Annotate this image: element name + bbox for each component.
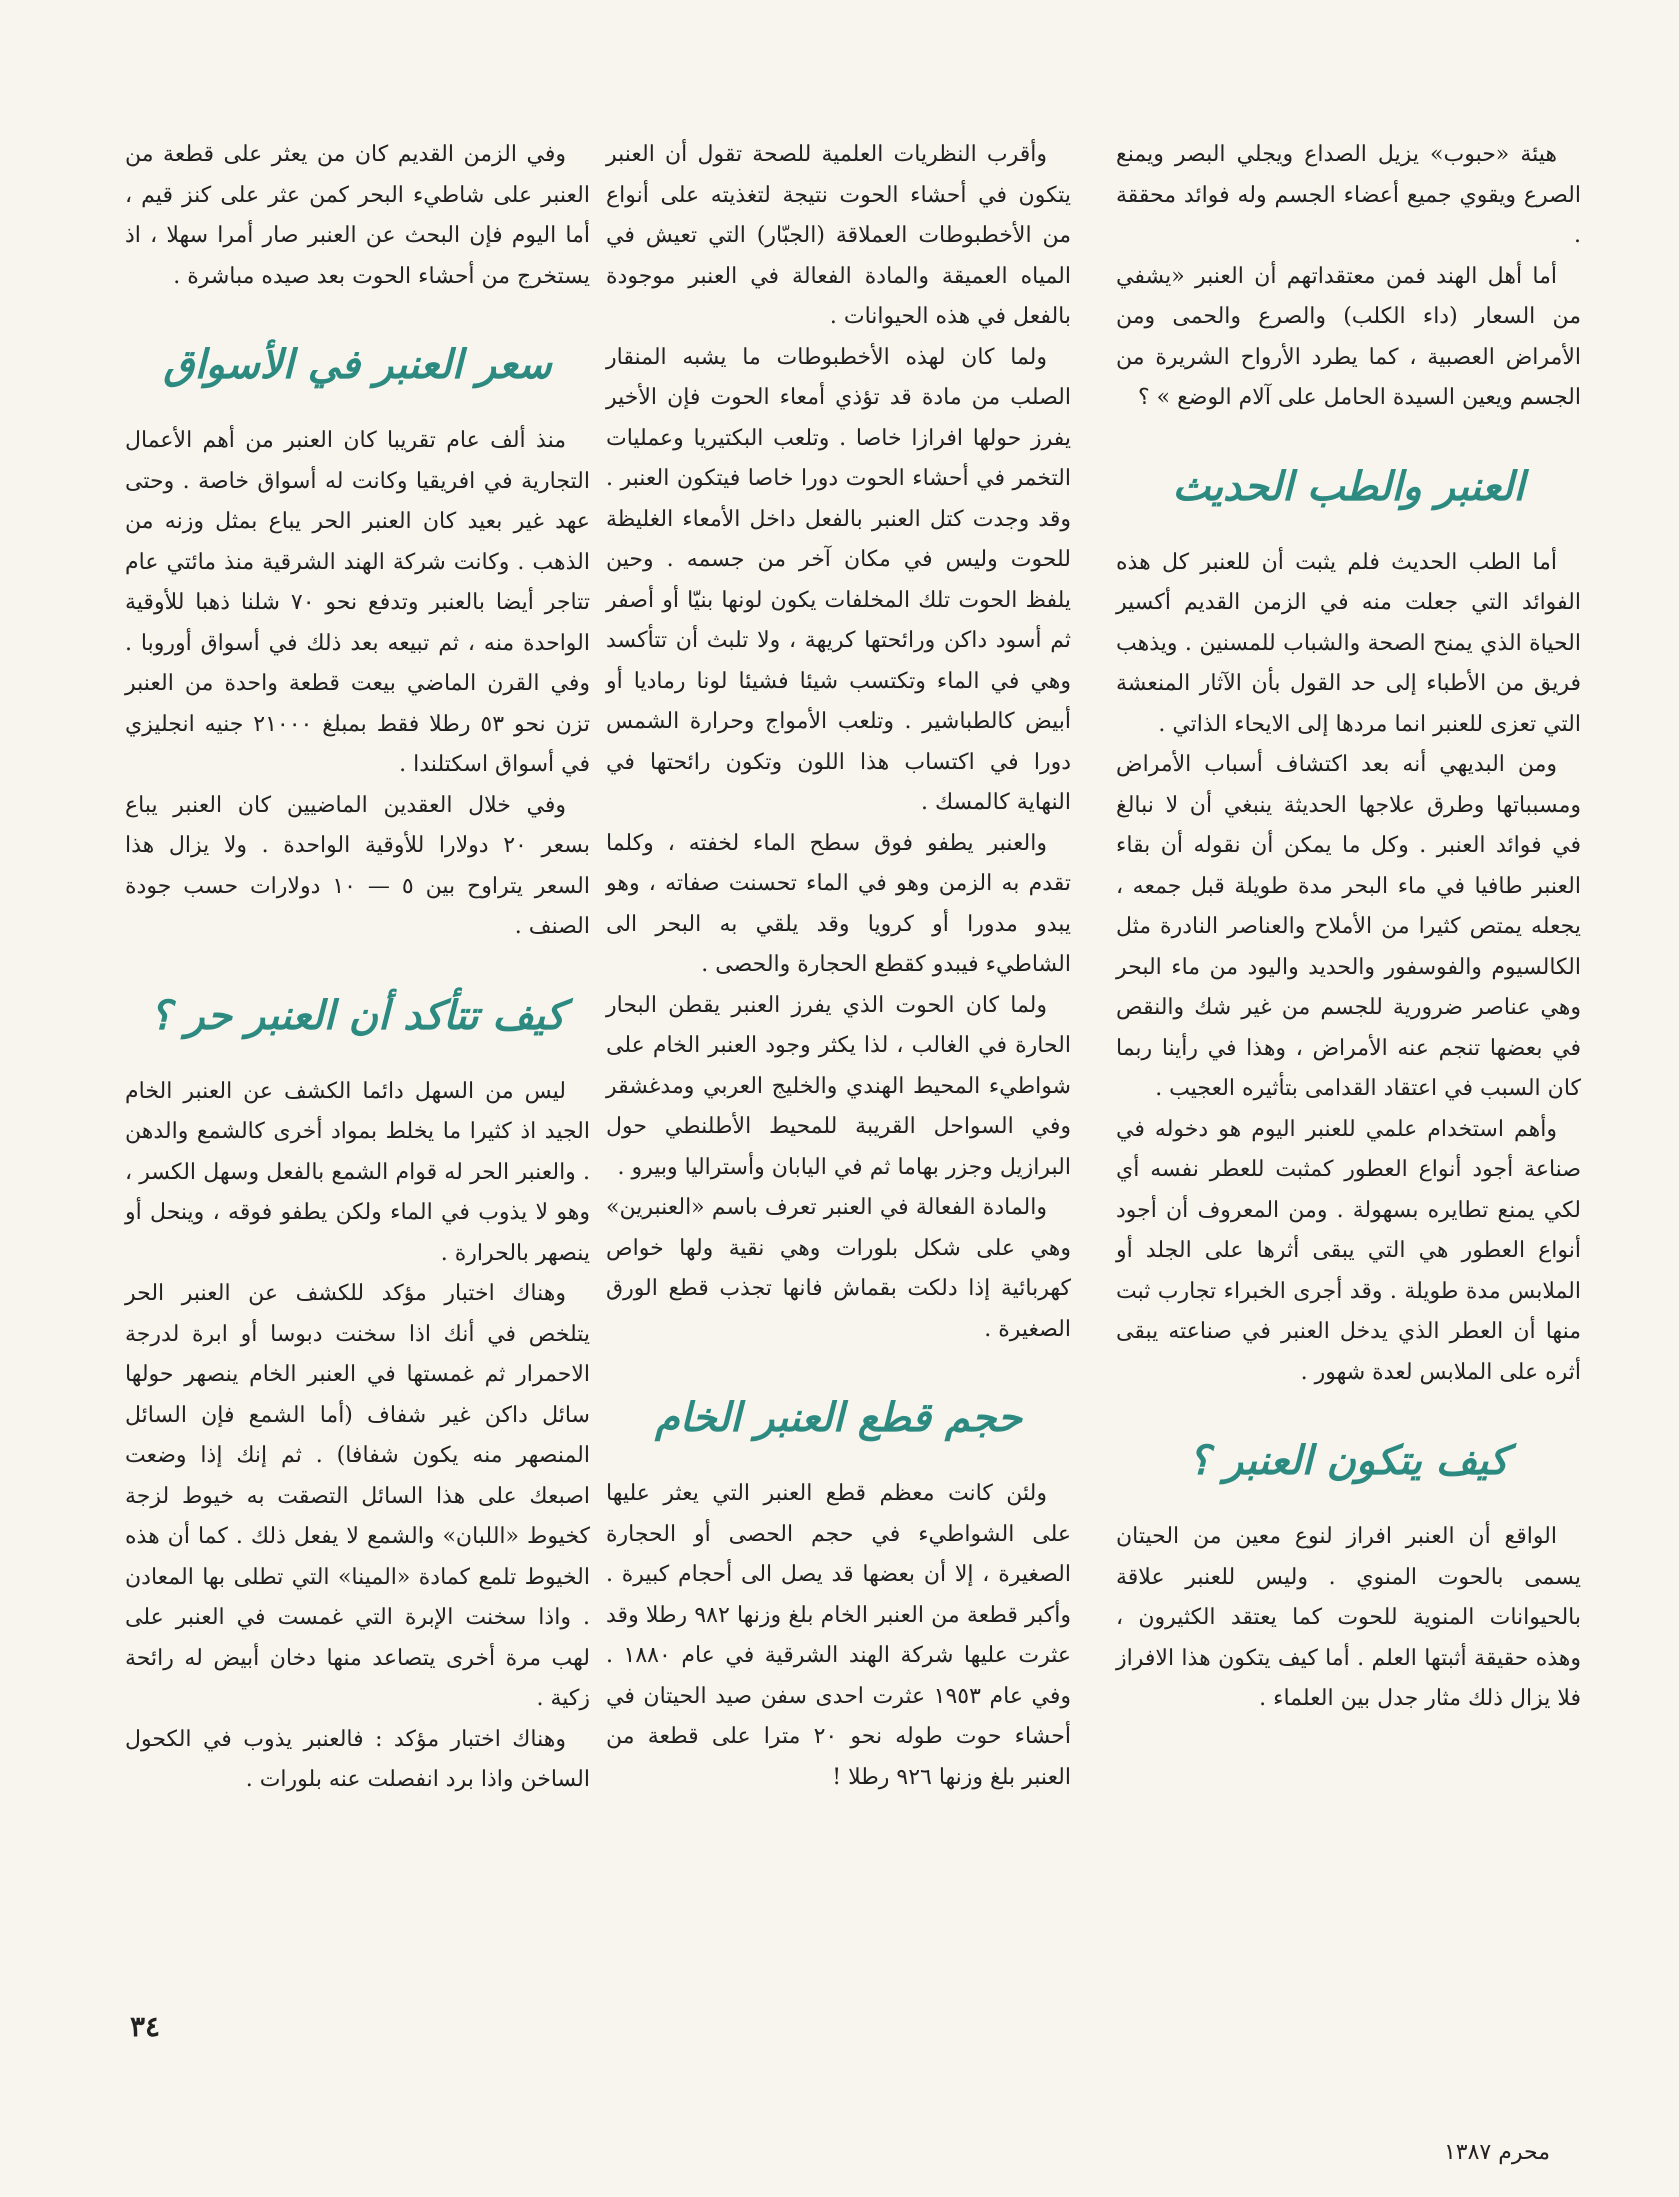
paragraph: والعنبر يطفو فوق سطح الماء لخفته ، وكلما تقدم به الزمن وهو في الماء تحسنت صفاته ، وهو يبدو مدورا أو كرويا وقد يلقي به البحر الى الشاطيء فيبدو كقطع الحجارة والحصى . <box>606 830 1071 977</box>
paragraph: وهناك اختبار مؤكد للكشف عن العنبر الحر يتلخص في أنك اذا سخنت دبوسا أو ابرة لدرجة الاحمرار ثم غمستها في العنبر الخام ينصهر حولها سائل داكن غير شفاف (أما الشمع فإن السائل المنصهر منه يكون شفافا) . ثم إنك إذا وضعت اصبعك على هذا السائل التصقت به خيوط لزجة كخيوط «اللبان» والشمع لا يفعل ذلك . كما أن هذه الخيوط تلمع كمادة «المينا» التي تطلى بها المعادن . واذا سخنت الإبرة التي غمست في العنبر على لهب مرة أخرى يتصاعد منها دخان أبيض له رائحة زكية . <box>125 1281 590 1711</box>
paragraph: أما الطب الحديث فلم يثبت أن للعنبر كل هذه الفوائد التي جعلت منه في الزمن القديم أكسير الحياة الذي يمنح الصحة والشباب للمسنين . ويذهب فريق من الأطباء إلى حد القول بأن الآثار المنعشة التي تعزى للعنبر انما مردها إلى الايحاء الذاتي . <box>1116 549 1581 737</box>
section-heading: سعر العنبر في الأسواق <box>163 342 552 388</box>
paragraph: وفي الزمن القديم كان من يعثر على قطعة من العنبر على شاطيء البحر كمن عثر على كنز قيم ، أما اليوم فإن البحث عن العنبر صار أمرا سهلا ، اذ يستخرج من أحشاء الحوت بعد صيده مباشرة . <box>125 142 590 289</box>
issue-date-footer: محرم ١٣٨٧ <box>1443 2140 1550 2165</box>
paragraph: هيئة «حبوب» يزيل الصداع ويجلي البصر ويمنع الصرع ويقوي جميع أعضاء الجسم وله فوائد محققة . <box>1116 142 1581 248</box>
middle-column <box>606 135 1071 1798</box>
paragraph: ليس من السهل دائما الكشف عن العنبر الخام الجيد اذ كثيرا ما يخلط بمواد أخرى كالشمع والدهن . والعنبر الحر له قوام الشمع بالفعل وسهل الكسر ، وهو لا يذوب في الماء ولكن يطفو فوقه ، وينحل أو ينصهر بالحرارة . <box>125 1078 590 1266</box>
paragraph: وفي خلال العقدين الماضيين كان العنبر يباع بسعر ٢٠ دولارا للأوقية الواحدة . ولا يزال هذا السعر يتراوح بين ٥ — ١٠ دولارات حسب جودة الصنف . <box>125 792 590 939</box>
left-column <box>125 135 590 1801</box>
paragraph: وأقرب النظريات العلمية للصحة تقول أن العنبر يتكون في أحشاء الحوت نتيجة لتغذيته على أنواع من الأخطبوطات العملاقة (الجبّار) التي تعيش في المياه العميقة والمادة الفعالة في العنبر موجودة بالفعل في هذه الحيوانات . <box>606 142 1071 329</box>
paragraph: وهناك اختبار مؤكد : فالعنبر يذوب في الكحول الساخن واذا برد انفصلت عنه بلورات . <box>125 1726 590 1792</box>
paragraph: ولما كان الحوت الذي يفرز العنبر يقطن البحار الحارة في الغالب ، لذا يكثر وجود العنبر الخام على شواطيء المحيط الهندي والخليج العربي ومدغشقر وفي السواحل القريبة للمحيط الأطلنطي حول البرازيل وجزر بهاما ثم في اليابان وأستراليا وبيرو . <box>606 992 1071 1180</box>
paragraph: وأهم استخدام علمي للعنبر اليوم هو دخوله في صناعة أجود أنواع العطور كمثبت للعطر نفسه أي لكي يمنع تطايره بسهولة . ومن المعروف أن أجود أنواع العطور هي التي يبقى أثرها على الجلد أو الملابس مدة طويلة . وقد أجرى الخبراء تجارب ثبت منها أن العطر الذي يدخل العنبر في صناعته يبقى أثره على الملابس لعدة شهور . <box>1116 1116 1581 1385</box>
section-heading: كيف يتكون العنبر ؟ <box>1188 1438 1509 1484</box>
section-heading: كيف تتأكد أن العنبر حر ؟ <box>150 992 565 1039</box>
paragraph: ولما كان لهذه الأخطبوطات ما يشبه المنقار الصلب من مادة قد تؤذي أمعاء الحوت فإن الأخير يفرز حولها افرازا خاصا . وتلعب البكتيريا وعمليات التخمر في أحشاء الحوت دورا خاصا فيتكون العنبر . وقد وجدت كتل العنبر بالفعل داخل الأمعاء الغليظة للحوت وليس في مكان آخر من جسمه . وحين يلفظ الحوت تلك المخلفات يكون لونها بنيّا أو أصفر ثم أسود داكن ورائحتها كريهة ، ولا تلبث أن تتأكسد وهي في الماء وتكتسب شيئا فشيئا لونا رماديا أو أبيض كالطباشير . وتلعب الأمواج وحرارة الشمس دورا في اكتساب هذا اللون وتكون رائحتها في النهاية كالمسك . <box>606 344 1072 815</box>
right-column <box>1116 135 1581 1720</box>
paragraph: ولئن كانت معظم قطع العنبر التي يعثر عليها على الشواطيء في حجم الحصى أو الحجارة الصغيرة ، إلا أن بعضها قد يصل الى أحجام كبيرة . وأكبر قطعة من العنبر الخام بلغ وزنها ٩٨٢ رطلا وقد عثرت عليها شركة الهند الشرقية في عام ١٨٨٠ . وفي عام ١٩٥٣ عثرت احدى سفن صيد الحيتان في أحشاء حوت طوله نحو ٢٠ مترا على قطعة من العنبر بلغ وزنها ٩٢٦ رطلا ! <box>606 1481 1071 1790</box>
paragraph: والمادة الفعالة في العنبر تعرف باسم «العنبرين» وهي على شكل بلورات وهي نقية ولها خواص كهربائية إذا دلكت بقماش فانها تجذب قطع الورق الصغيرة . <box>606 1195 1071 1342</box>
paragraph: ومن البديهي أنه بعد اكتشاف أسباب الأمراض ومسبباتها وطرق علاجها الحديثة ينبغي أن لا نبالغ في فوائد العنبر . وكل ما يمكن أن نقوله أن بقاء العنبر طافيا في ماء البحر مدة طويلة قبل جمعه ، يجعله يمتص كثيرا من الأملاح والعناصر النادرة مثل الكالسيوم والفوسفور والحديد واليود من ماء البحر وهي عناصر ضرورية للجسم من غير شك والنقص في بعضها تنجم عنه الأمراض ، وهذا في رأينا ربما كان السبب في اعتقاد القدامى بتأثيره العجيب . <box>1116 752 1581 1101</box>
page-number: ٣٤ <box>130 2010 161 2043</box>
section-heading: حجم قطع العنبر الخام <box>654 1395 1023 1441</box>
paragraph: أما أهل الهند فمن معتقداتهم أن العنبر «يشفي من السعار (داء الكلب) والصرع والحمى ومن الأمراض العصبية ، كما يطرد الأرواح الشريرة من الجسم ويعين السيدة الحامل على آلام الوضع » ؟ <box>1116 263 1581 410</box>
paragraph: الواقع أن العنبر افراز لنوع معين من الحيتان يسمى بالحوت المنوي . وليس للعنبر علاقة بالحيوانات المنوية للحوت كما يعتقد الكثيرون ، وهذه حقيقة أثبتها العلم . أما كيف يتكون هذا الافراز فلا يزال ذلك مثار جدل بين العلماء . <box>1116 1524 1581 1711</box>
section-heading: العنبر والطب الحديث <box>1172 463 1525 510</box>
paragraph: منذ ألف عام تقريبا كان العنبر من أهم الأعمال التجارية في افريقيا وكانت له أسواق خاصة . وحتى عهد غير بعيد كان العنبر الحر يباع بمثل وزنه من الذهب . وكانت شركة الهند الشرقية منذ مائتي عام تتاجر أيضا بالعنبر وتدفع نحو ٧٠ شلنا ذهبا للأوقية الواحدة منه ، ثم تبيعه بعد ذلك في أسواق أوروبا . وفي القرن الماضي بيعت قطعة واحدة من العنبر تزن نحو ٥٣ رطلا فقط بمبلغ ٢١٠٠٠ جنيه انجليزي في أسواق اسكتلندا . <box>125 428 590 777</box>
